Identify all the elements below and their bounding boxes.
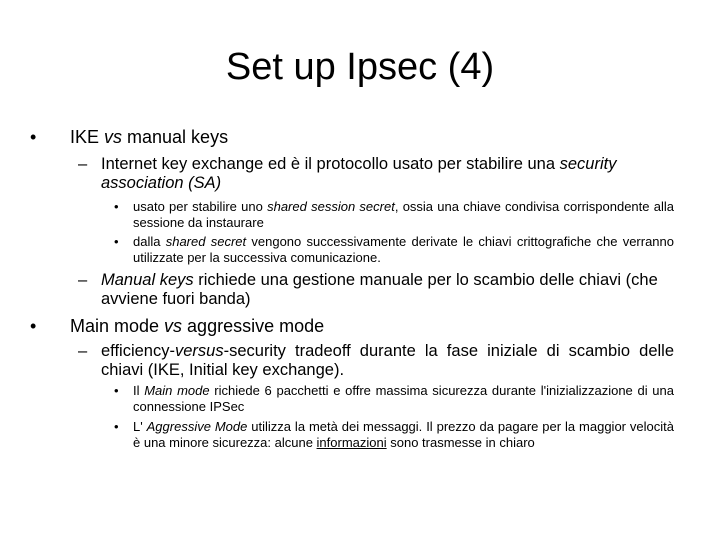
underlined-word: informazioni	[316, 435, 387, 450]
subsubbullet-text: dalla shared secret vengono successivamente derivate le chiavi crittografiche che verranno utilizzate per la successiva comunicazione.	[133, 234, 674, 265]
bullet-text: Main mode vs aggressive mode	[70, 316, 325, 336]
subsubbullet-shared-secret	[114, 234, 674, 266]
bullet-dot-icon: •	[114, 419, 119, 434]
bullet-main-vs-aggressive	[30, 315, 690, 337]
subbullet-internet-key-exchange	[78, 155, 674, 193]
subsubbullet-shared-session-secret	[114, 199, 674, 231]
dash-icon: –	[78, 155, 88, 173]
subsubbullet-text: usato per stabilire uno shared session secret, ossia una chiave condivisa corrispondente alla sessione da instaurare	[133, 199, 674, 230]
subbullet-text: Manual keys richiede una gestione manuale per lo scambio delle chiavi (che avviene fuori banda)	[101, 271, 658, 308]
subbullet-text: Internet key exchange ed è il protocollo usato per stabilire una security association (SA)	[101, 155, 617, 192]
dash-icon: –	[78, 271, 88, 289]
bullet-dot-icon: •	[114, 199, 119, 214]
bullet-dot-icon: •	[30, 127, 37, 147]
slide-title: Set up Ipsec (4)	[225, 46, 495, 88]
bullet-text: IKE vs manual keys	[70, 127, 229, 147]
subbullet-efficiency-tradeoff	[78, 342, 674, 380]
bullet-dot-icon: •	[114, 383, 119, 398]
bullet-ike-vs-manual	[30, 126, 690, 148]
bullet-dot-icon: •	[30, 316, 37, 336]
bullet-dot-icon: •	[114, 234, 119, 249]
dash-icon: –	[78, 342, 88, 360]
subsubbullet-text: L' Aggressive Mode utilizza la metà dei messaggi. Il prezzo da pagare per la maggior velocità è una minore sicurezza: alcune informazioni sono trasmesse in chiaro	[133, 419, 674, 450]
subsubbullet-aggressive-mode	[114, 419, 674, 451]
subbullet-manual-keys	[78, 271, 674, 309]
subbullet-text: efficiency-versus-security tradeoff durante la fase iniziale di scambio delle chiavi (IKE, Initial key exchange).	[101, 342, 674, 379]
subsubbullet-text: Il Main mode richiede 6 pacchetti e offre massima sicurezza durante l'inizializzazione di una connessione IPSec	[133, 383, 674, 414]
subsubbullet-main-mode	[114, 383, 674, 415]
